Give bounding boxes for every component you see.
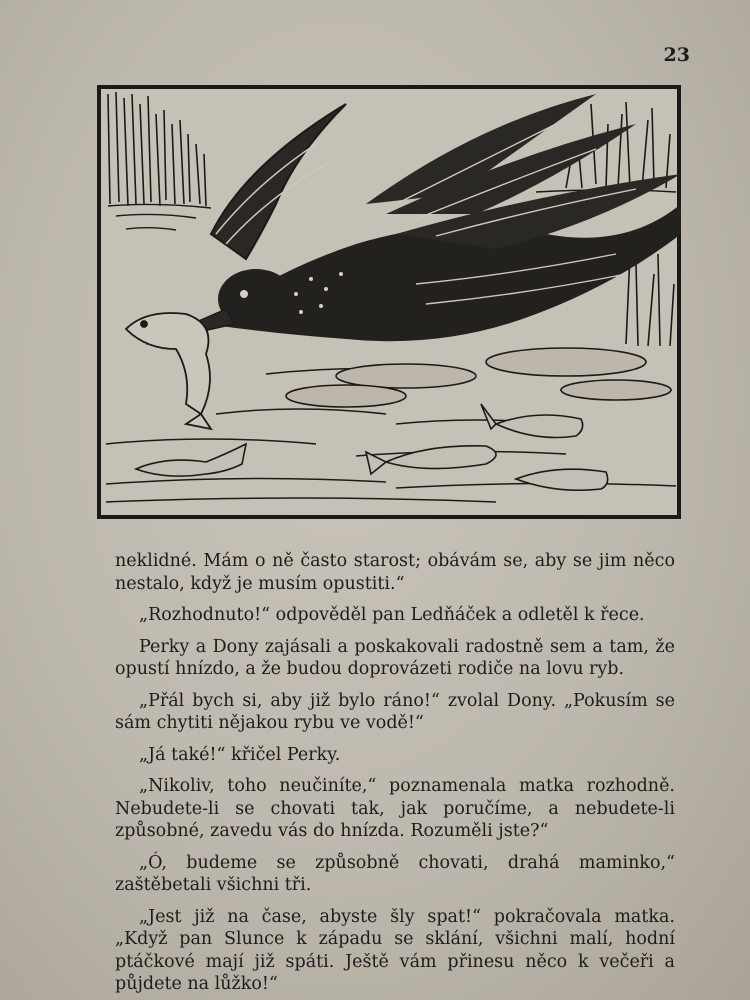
story-text [115, 550, 675, 1000]
paragraph: „Ó, budeme se způsobně chovati, drahá maminko,“ zaštěbetali všichni tři. [115, 852, 675, 895]
paragraph: „Přál bych si, aby již bylo ráno!“ zvolal Dony. „Pokusím se sám chytiti nějakou rybu ve vodě!“ [115, 690, 675, 733]
page-number: 23 [663, 44, 690, 66]
paragraph: neklidné. Mám o ně často starost; obávám se, aby se jim něco nestalo, když je musím opustiti.“ [115, 551, 675, 594]
paragraph: „Jest již na čase, abyste šly spat!“ pokračovala matka. „Když pan Slunce k západu se sklání, všichni malí, hodní ptáčkové mají již spáti. Ještě vám přinesu něco k večeři a půjdete na lůžko!“ [115, 906, 675, 994]
paragraph: Perky a Dony zajásali a poskakovali radostně sem a tam, že opustí hnízdo, a že budou doprovázeti rodiče na lovu ryb. [115, 636, 675, 679]
kingfisher-catching-fish-icon [96, 84, 682, 520]
paragraph: „Já také!“ křičel Perky. [139, 744, 341, 765]
paragraph: „Nikoliv, toho neučiníte,“ poznamenala matka rozhodně. Nebudete-li se chovati tak, jak poručíme, a nebudete-li způsobné, zavedu vás do hnízda. Rozuměli jste?“ [115, 776, 675, 841]
paragraph: „Rozhodnuto!“ odpověděl pan Ledňáček a odletěl k řece. [139, 605, 645, 625]
kingfisher-illustration [96, 84, 682, 520]
